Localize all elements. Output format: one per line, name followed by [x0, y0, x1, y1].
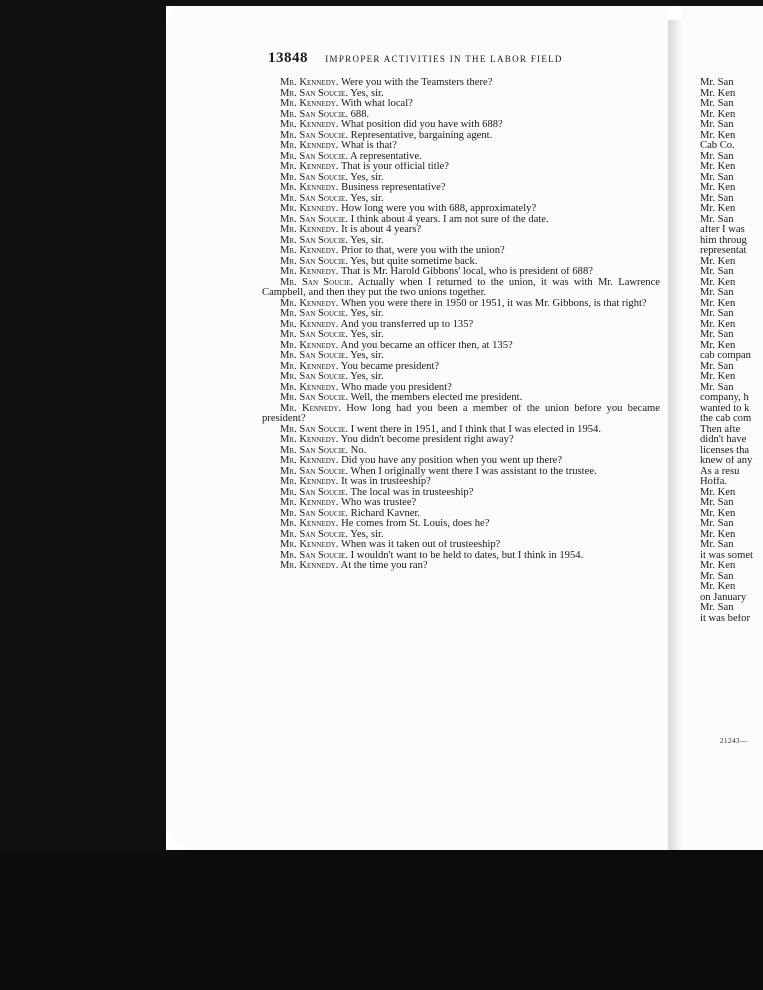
facing-page-line: Mr. Ken [700, 561, 736, 571]
facing-page-line: Mr. Ken [700, 109, 736, 120]
testimony-text: I went there in 1951, and I think that I was elected in 1954. [350, 424, 601, 435]
transcript-line [262, 194, 660, 205]
speaker-name: Mr. Kennedy. [280, 141, 339, 151]
facing-page-line: Mr. Ken [700, 582, 736, 592]
testimony-text: I wouldn't want to be held to dates, but I think in 1954. [350, 550, 584, 561]
transcript-line [262, 246, 660, 257]
speaker-name: Mr. Kennedy. [280, 361, 339, 372]
transcript-line [262, 456, 660, 467]
transcript-line [262, 330, 660, 341]
speaker-name: Mr. San Soucie. [280, 508, 348, 519]
testimony-text: A representative. [350, 151, 422, 162]
facing-page-line: it was befor [700, 613, 751, 624]
speaker-name: Mr. San Soucie. [280, 393, 348, 403]
facing-page-line: Mr. San [700, 603, 734, 613]
speaker-name: Mr. San Soucie. [280, 445, 348, 456]
speaker-name: Mr. Kennedy. [280, 319, 339, 330]
facing-page-line: Cab Co. [700, 141, 735, 151]
testimony-text: And you transferred up to 135? [340, 319, 474, 330]
facing-page-line: on January [700, 592, 747, 603]
transcript-line [262, 215, 660, 226]
transcript-line [262, 393, 660, 404]
speaker-name: Mr. Kennedy. [280, 456, 339, 466]
speaker-name: Mr. San Soucie. [280, 130, 348, 141]
facing-page-column [700, 78, 763, 624]
speaker-name: Mr. San Soucie. [280, 214, 348, 225]
facing-page-line: after I was [700, 225, 745, 235]
facing-page-line: licenses tha [700, 445, 750, 456]
speaker-name: Mr. San Soucie. [280, 277, 354, 288]
testimony-text: When was it taken out of trusteeship? [340, 540, 501, 550]
facing-page-line: it was somet [700, 550, 753, 561]
speaker-name: Mr. Kennedy. [280, 120, 339, 130]
transcript-line [262, 540, 660, 551]
transcript-line [262, 309, 660, 320]
transcript-line [262, 509, 660, 520]
transcript-line [262, 299, 660, 310]
facing-page-line: the cab com [700, 414, 752, 424]
testimony-text: How long were you with 688, approximately? [341, 204, 537, 214]
speaker-name: Mr. San Soucie. [280, 88, 348, 99]
facing-page-line: wanted to k [700, 403, 750, 414]
testimony-text: Yes, sir. [350, 372, 384, 382]
facing-page-line: Mr. San [700, 309, 734, 319]
speaker-name: Mr. Kennedy. [280, 183, 339, 193]
testimony-text: That is your official title? [340, 162, 450, 172]
transcript-line [262, 530, 660, 541]
facing-page-line: Mr. San [700, 361, 734, 372]
speaker-name: Mr. Kennedy. [280, 267, 339, 277]
testimony-text: Yes, sir. [350, 529, 384, 540]
facing-page-line: Mr. San [700, 382, 734, 393]
speaker-name: Mr. San Soucie. [280, 256, 348, 267]
transcript-line [262, 372, 660, 383]
testimony-text: Yes, but quite sometime back. [350, 256, 478, 267]
header-title: IMPROPER ACTIVITIES IN THE LABOR FIELD [325, 54, 563, 64]
testimony-text: Yes, sir. [350, 88, 384, 99]
transcript-line [262, 561, 660, 572]
transcript-line [262, 183, 660, 194]
testimony-text: 688. [350, 109, 370, 120]
testimony-text: He comes from St. Louis, does he? [341, 519, 490, 529]
facing-page-line: Mr. Ken [700, 372, 736, 382]
testimony-text: Yes, sir. [350, 351, 384, 361]
facing-page-line: company, h [700, 393, 749, 403]
testimony-text: Were you with the Teamsters there? [340, 78, 493, 88]
speaker-name: Mr. Kennedy. [280, 78, 339, 88]
testimony-text: You became president? [340, 361, 440, 372]
transcript-line [262, 362, 660, 373]
transcript-line [262, 141, 660, 152]
transcript-line [262, 425, 660, 436]
facing-page-line: Mr. San [700, 571, 734, 582]
facing-page-line: representat [700, 246, 747, 256]
scanner-left-margin [0, 0, 166, 990]
facing-page-line: Mr. San [700, 193, 734, 204]
facing-page-line: Mr. Ken [700, 88, 736, 99]
facing-page-line: Mr. San [700, 330, 734, 340]
transcript-line [262, 341, 660, 352]
facing-page-line: Mr. Ken [700, 508, 736, 519]
transcript-line [262, 320, 660, 331]
speaker-name: Mr. Kennedy. [280, 340, 339, 351]
transcript-line [262, 278, 660, 299]
testimony-text: When I originally went there I was assistant to the trustee. [350, 466, 597, 477]
transcript-line [262, 131, 660, 142]
speaker-name: Mr. Kennedy. [280, 225, 339, 235]
facing-page-line: Mr. Ken [700, 529, 736, 540]
speaker-name: Mr. San Soucie. [280, 193, 348, 204]
speaker-name: Mr. San Soucie. [280, 424, 348, 435]
facing-page-line: knew of any [700, 456, 753, 466]
transcript-line [262, 467, 660, 478]
transcript-line [262, 236, 660, 247]
speaker-name: Mr. San Soucie. [280, 151, 348, 162]
transcript-line [262, 498, 660, 509]
testimony-text: That is Mr. Harold Gibbons' local, who is president of 688? [340, 267, 593, 277]
speaker-name: Mr. San Soucie. [280, 466, 348, 477]
testimony-text: What position did you have with 688? [340, 120, 503, 130]
testimony-text: Business representative? [341, 183, 446, 193]
testimony-text: It is about 4 years? [341, 225, 422, 235]
facing-page-line: Mr. San [700, 99, 734, 109]
facing-page-line: Mr. San [700, 267, 734, 277]
transcript-line [262, 152, 660, 163]
facing-page-line: Then afte [700, 424, 741, 435]
speaker-name: Mr. San Soucie. [280, 351, 348, 361]
facing-page-line: didn't have [700, 435, 747, 445]
transcript-line [262, 78, 660, 89]
testimony-text: The local was in trusteeship? [350, 487, 474, 498]
testimony-text: With what local? [340, 99, 413, 109]
facing-page-line: Mr. San [700, 519, 734, 529]
testimony-text: Yes, sir. [350, 193, 384, 204]
facing-page-line: Mr. Ken [700, 298, 736, 309]
speaker-name: Mr. Kennedy. [280, 162, 339, 172]
transcript-line [262, 477, 660, 488]
transcript-line [262, 267, 660, 278]
testimony-text: What is that? [340, 141, 397, 151]
testimony-text: I think about 4 years. I am not sure of the date. [350, 214, 549, 225]
facing-page-line: Mr. Ken [700, 277, 736, 288]
speaker-name: Mr. San Soucie. [280, 330, 348, 340]
testimony-text: Who was trustee? [340, 498, 417, 508]
facing-page-line: Mr. San [700, 151, 734, 162]
transcript-line [262, 89, 660, 100]
facing-page-line: Mr. San [700, 214, 734, 225]
speaker-name: Mr. Kennedy. [280, 561, 339, 571]
speaker-name: Mr. San Soucie. [280, 529, 348, 540]
speaker-name: Mr. Kennedy. [280, 540, 339, 550]
transcript-line [262, 173, 660, 184]
speaker-name: Mr. Kennedy. [280, 204, 339, 214]
scanner-bottom-margin [0, 850, 763, 990]
facing-page-line: Mr. San [700, 172, 734, 183]
facing-page-line: Mr. Ken [700, 130, 736, 141]
testimony-text: You didn't become president right away? [340, 435, 514, 445]
facing-page-line: Mr. Ken [700, 319, 736, 330]
speaker-name: Mr. Kennedy. [280, 298, 339, 309]
transcript-line [262, 519, 660, 530]
facing-page-line: Hoffa. [700, 477, 728, 487]
speaker-name: Mr. San Soucie. [280, 172, 348, 183]
facing-page-line: Mr. San [700, 498, 734, 508]
facing-page-line: Mr. Ken [700, 487, 736, 498]
transcript-line [262, 551, 660, 562]
testimony-text: Actually when I returned to the union, it was with Mr. Lawrence Campbell, and then they put the two unions together. [262, 277, 660, 298]
speaker-name: Mr. San Soucie. [280, 235, 348, 246]
speaker-name: Mr. Kennedy. [280, 477, 339, 487]
facing-page-line: Mr. San [700, 120, 734, 130]
testimony-text: When you were there in 1950 or 1951, it was Mr. Gibbons, is that right? [340, 298, 647, 309]
testimony-text: Yes, sir. [350, 172, 384, 183]
testimony-text: Yes, sir. [350, 309, 384, 319]
speaker-name: Mr. Kennedy. [280, 435, 339, 445]
testimony-text: No. [350, 445, 367, 456]
testimony-text: Who made you president? [340, 382, 452, 393]
transcript-line [262, 257, 660, 268]
speaker-name: Mr. Kennedy. [280, 246, 339, 256]
transcript-line [262, 110, 660, 121]
running-head [268, 50, 668, 70]
speaker-name: Mr. San Soucie. [280, 550, 348, 561]
testimony-text: At the time you ran? [340, 561, 428, 571]
transcript-line [262, 99, 660, 110]
facing-page-line: Mr. Ken [700, 162, 736, 172]
facing-page-line: Mr. Ken [700, 204, 736, 214]
testimony-text: And you became an officer then, at 135? [340, 340, 513, 351]
transcript-line [262, 446, 660, 457]
book-gutter [668, 20, 682, 850]
facing-page-line: Mr. Ken [700, 256, 736, 267]
speaker-name: Mr. San Soucie. [280, 372, 348, 382]
facing-page-line: Mr. San [700, 78, 734, 88]
facing-page-line: Mr. San [700, 540, 734, 550]
testimony-text: Richard Kavner. [350, 508, 421, 519]
transcript-column [262, 78, 660, 572]
testimony-text: Yes, sir. [350, 235, 384, 246]
transcript-line [262, 488, 660, 499]
speaker-name: Mr. Kennedy. [280, 382, 339, 393]
testimony-text: Well, the members elected me president. [350, 393, 523, 403]
speaker-name: Mr. Kennedy. [280, 403, 342, 414]
testimony-text: It was in trusteeship? [341, 477, 431, 487]
facing-page-line: Mr. Ken [700, 340, 736, 351]
transcript-line [262, 383, 660, 394]
speaker-name: Mr. San Soucie. [280, 309, 348, 319]
testimony-text: How long had you been a member of the union before you became president? [262, 403, 660, 424]
facing-page-line: him throug [700, 235, 747, 246]
facing-page-line: Mr. San [700, 288, 734, 298]
transcript-line [262, 435, 660, 446]
transcript-line [262, 351, 660, 362]
testimony-text: Prior to that, were you with the union? [341, 246, 505, 256]
facing-page-line: As a resu [700, 466, 740, 477]
speaker-name: Mr. San Soucie. [280, 109, 348, 120]
speaker-name: Mr. Kennedy. [280, 519, 339, 529]
speaker-name: Mr. Kennedy. [280, 498, 339, 508]
page-number: 13848 [268, 50, 308, 66]
transcript-line [262, 204, 660, 215]
transcript-line [262, 404, 660, 425]
speaker-name: Mr. San Soucie. [280, 487, 348, 498]
transcript-line [262, 120, 660, 131]
testimony-text: Yes, sir. [350, 330, 384, 340]
transcript-line [262, 225, 660, 236]
testimony-text: Representative, bargaining agent. [350, 130, 493, 141]
facing-page-line: cab compan [700, 351, 751, 361]
speaker-name: Mr. Kennedy. [280, 99, 339, 109]
facing-page-line: Mr. Ken [700, 183, 736, 193]
testimony-text: Did you have any position when you went up there? [341, 456, 563, 466]
transcript-line [262, 162, 660, 173]
facing-page-footer: 21243— [720, 737, 748, 745]
